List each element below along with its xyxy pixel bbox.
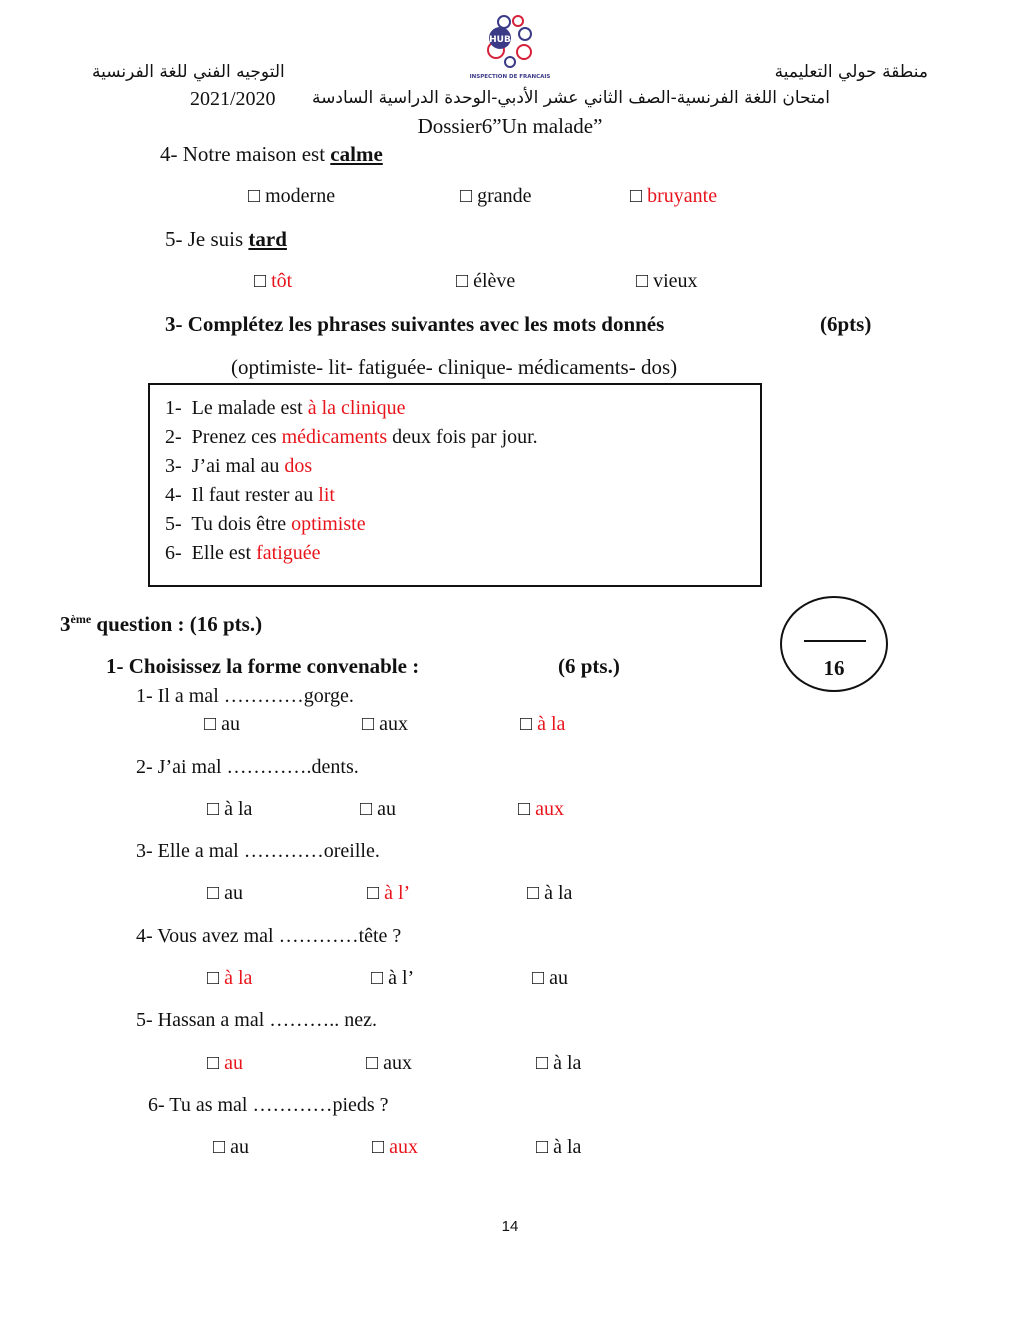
antonym-prefix: 5- Je suis (165, 227, 249, 251)
complete-item: 6- Elle est fatiguée (165, 542, 321, 564)
page-number: 14 (501, 1218, 519, 1235)
antonym-question-5 (165, 227, 287, 252)
mcq-stem: 5- Hassan a mal ……….. nez. (136, 1009, 378, 1031)
antonym-question-4 (160, 142, 383, 167)
logo-caption: INSPECTION DE FRANCAIS (469, 74, 551, 80)
mcq-option[interactable]: □ au (207, 882, 243, 904)
complete-item: 2- Prenez ces médicaments deux fois par jour. (165, 426, 538, 448)
mcq-option[interactable]: □ à la (207, 798, 253, 820)
mcq-option[interactable]: □ à la (520, 713, 566, 735)
mcq-option[interactable]: □ à l’ (367, 882, 411, 904)
mcq-option[interactable]: □ à la (527, 882, 573, 904)
complete-answer: à la clinique (307, 397, 406, 419)
antonym-4-option-1[interactable]: □ moderne (248, 185, 336, 207)
antonym-5-option-2[interactable]: □ élève (456, 270, 516, 292)
complete-answer: lit (318, 484, 335, 506)
mcq-option[interactable]: □ à la (207, 967, 253, 989)
antonym-prefix: 4- Notre maison est (160, 142, 331, 166)
mcq-option[interactable]: □ à la (536, 1052, 582, 1074)
complete-answer: médicaments (281, 426, 388, 448)
header-right-arabic: منطقة حولي التعليمية (774, 62, 928, 82)
antonym-5-option-3[interactable]: □ vieux (636, 270, 698, 292)
mcq-stem: 2- J’ai mal ………….dents. (136, 756, 359, 778)
mcq-option[interactable]: □ aux (372, 1136, 418, 1158)
mcq-option[interactable]: □ aux (518, 798, 564, 820)
word-bank: (optimiste- lit- fatiguée- clinique- médicaments- dos) (231, 355, 678, 379)
complete-item: 5- Tu dois être optimiste (165, 513, 366, 535)
exam-title-arabic: امتحان اللغة الفرنسية-الصف الثاني عشر الأدبي-الوحدة الدراسية السادسة (312, 88, 830, 108)
mcq-option[interactable]: □ à la (536, 1136, 582, 1158)
mcq-option[interactable]: □ au (360, 798, 396, 820)
complete-item: 4- Il faut rester au lit (165, 484, 335, 506)
complete-answer: dos (284, 455, 313, 477)
antonym-keyword: calme (330, 142, 383, 166)
complete-points: (6pts) (820, 312, 872, 336)
inspection-logo (468, 10, 552, 82)
mcq-stem: 4- Vous avez mal …………tête ? (136, 925, 402, 947)
score-circle (780, 596, 888, 692)
mcq-option[interactable]: □ au (532, 967, 568, 989)
mcq-option[interactable]: □ aux (366, 1052, 412, 1074)
complete-answer: optimiste (291, 513, 366, 535)
score-blank-line (804, 640, 866, 642)
mcq-option[interactable]: □ au (213, 1136, 249, 1158)
mcq-stem: 1- Il a mal …………gorge. (136, 685, 354, 707)
mcq-option[interactable]: □ au (207, 1052, 243, 1074)
complete-item: 3- J’ai mal au dos (165, 455, 313, 477)
choose-form-title: 1- Choisissez la forme convenable : (106, 654, 420, 678)
dossier-title: Dossier6”Un malade” (417, 114, 603, 138)
mcq-stem: 6- Tu as mal …………pieds ? (148, 1094, 389, 1116)
mcq-option[interactable]: □ à l’ (371, 967, 415, 989)
question-3-heading: 3ème question : (16 pts.) (60, 612, 263, 636)
logo-text: HUB (489, 35, 511, 45)
antonym-5-option-1[interactable]: □ tôt (254, 270, 293, 292)
exam-year: 2021/2020 (190, 88, 276, 110)
antonym-4-option-3[interactable]: □ bruyante (630, 185, 718, 207)
mcq-stem: 3- Elle a mal …………oreille. (136, 840, 380, 862)
complete-answer: fatiguée (256, 542, 321, 564)
antonym-4-option-2[interactable]: □ grande (460, 185, 532, 207)
score-total: 16 (823, 656, 845, 680)
mcq-option[interactable]: □ aux (362, 713, 408, 735)
header-left-arabic: التوجيه الفني للغة الفرنسية (92, 62, 285, 82)
complete-title: 3- Complétez les phrases suivantes avec les mots donnés (165, 312, 665, 336)
choose-form-points: (6 pts.) (558, 654, 620, 678)
antonym-keyword: tard (248, 227, 287, 251)
mcq-option[interactable]: □ au (204, 713, 240, 735)
complete-item: 1- Le malade est à la clinique (165, 397, 406, 419)
